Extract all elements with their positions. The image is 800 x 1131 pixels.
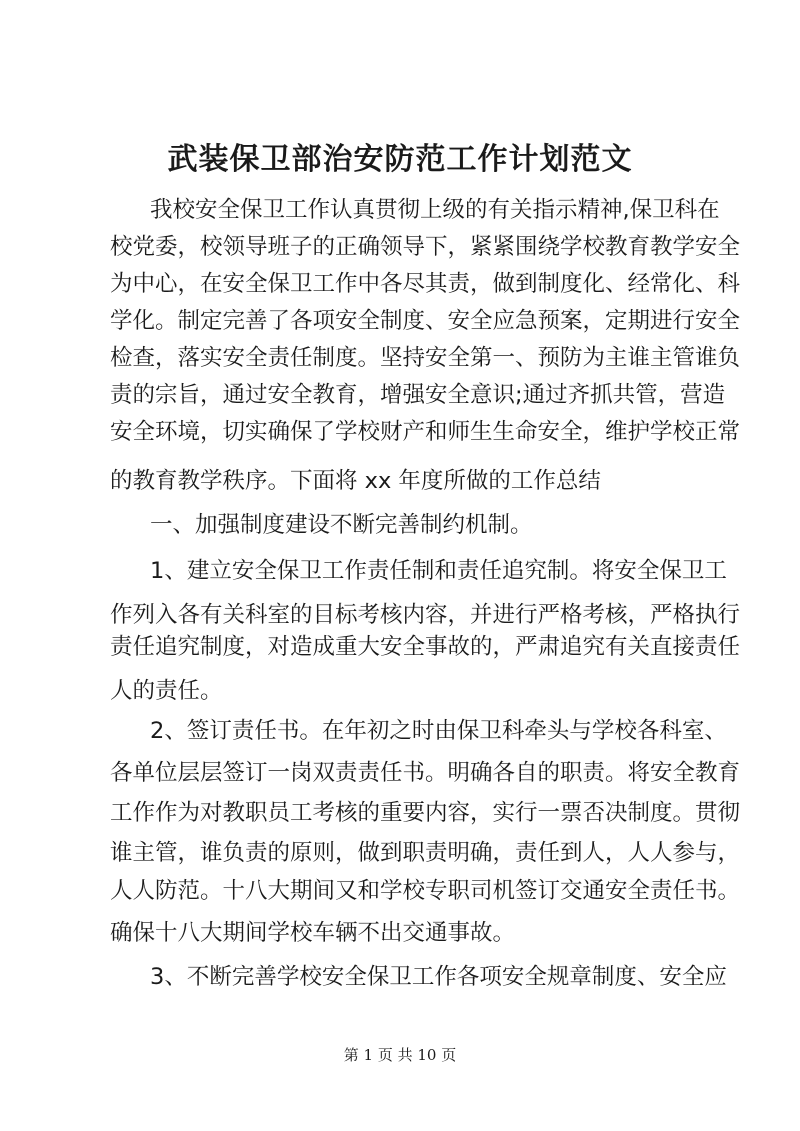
paragraph-line: 的教育教学秩序。下面将 xx 年度所做的工作总结 — [110, 468, 601, 494]
paragraph-line: 责任追究制度，对造成重大安全事故的，严肃追究有关直接责任 — [110, 634, 741, 660]
paragraph-line: 责的宗旨，通过安全教育，增强安全意识;通过齐抓共管，营造 — [110, 382, 726, 408]
paragraph-line: 确保十八大期间学校车辆不出交通事故。 — [110, 920, 516, 946]
paragraph-line: 各单位层层签订一岗双责责任书。明确各自的职责。将安全教育 — [110, 760, 741, 786]
paragraph-line: 为中心，在安全保卫工作中各尽其责，做到制度化、经常化、科 — [110, 271, 741, 297]
page-footer: 第 1 页 共 10 页 — [343, 1046, 457, 1064]
paragraph-line: 检查，落实安全责任制度。坚持安全第一、预防为主谁主管谁负 — [110, 345, 741, 371]
document-title: 武装保卫部治安防范工作计划范文 — [167, 142, 633, 177]
paragraph-line: 我校安全保卫工作认真贯彻上级的有关指示精神,保卫科在 — [150, 197, 720, 223]
section-heading: 一、加强制度建设不断完善制约机制。 — [150, 512, 533, 538]
paragraph-line: 安全环境，切实确保了学校财产和师生生命安全，维护学校正常 — [110, 419, 741, 445]
paragraph-line: 谁主管，谁负责的原则，做到职责明确，责任到人，人人参与， — [110, 840, 741, 866]
paragraph-line: 工作作为对教职员工考核的重要内容，实行一票否决制度。贯彻 — [110, 800, 741, 826]
paragraph-line: 人人防范。十八大期间又和学校专职司机签订交通安全责任书。 — [110, 878, 741, 904]
paragraph-line: 3、不断完善学校安全保卫工作各项安全规章制度、安全应 — [150, 964, 727, 990]
paragraph-line: 2、签订责任书。在年初之时由保卫科牵头与学校各科室、 — [150, 718, 727, 744]
paragraph-line: 学化。制定完善了各项安全制度、安全应急预案，定期进行安全 — [110, 308, 741, 334]
paragraph-line: 1、建立安全保卫工作责任制和责任追究制。将安全保卫工 — [150, 558, 727, 584]
paragraph-line: 校党委，校领导班子的正确领导下，紧紧围绕学校教育教学安全 — [110, 234, 741, 260]
paragraph-line: 作列入各有关科室的目标考核内容，并进行严格考核，严格执行 — [110, 602, 741, 628]
paragraph-line: 人的责任。 — [110, 678, 223, 704]
